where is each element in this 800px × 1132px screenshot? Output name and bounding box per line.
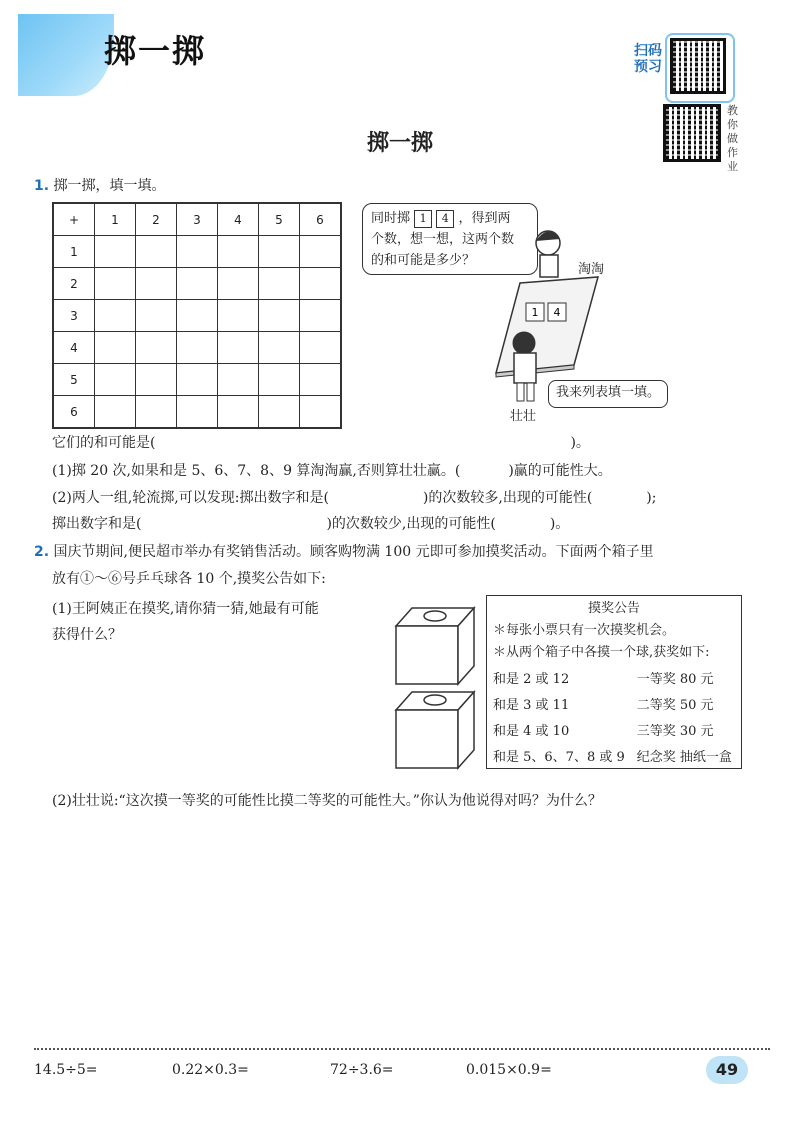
sum-cell[interactable] xyxy=(136,236,177,268)
sum-cell[interactable] xyxy=(136,396,177,429)
prize-condition: 和是 2 或 12 xyxy=(493,671,570,687)
sum-cell[interactable] xyxy=(95,268,136,300)
prize-row xyxy=(493,742,735,768)
sum-cell[interactable] xyxy=(136,268,177,300)
column-header: 6 xyxy=(300,203,342,236)
name-taotao: 淘淘 xyxy=(578,262,605,277)
row-header: 5 xyxy=(53,364,95,396)
sums-line: 它们的和可能是( )。 xyxy=(52,435,590,451)
zhuangzhuang-body xyxy=(514,353,536,383)
qr-homework-label: 教你做作业 xyxy=(727,104,738,173)
sum-cell[interactable] xyxy=(136,364,177,396)
sum-cell[interactable] xyxy=(177,236,218,268)
die-2-face: 4 xyxy=(553,306,561,319)
sum-cell[interactable] xyxy=(177,332,218,364)
sum-cell[interactable] xyxy=(95,396,136,429)
sum-cell[interactable] xyxy=(177,268,218,300)
addition-table xyxy=(52,202,342,429)
box-1 xyxy=(396,608,474,684)
prize-condition: 和是 5、6、7、8 或 9 xyxy=(493,749,625,765)
sum-cell[interactable] xyxy=(95,332,136,364)
row-header: 1 xyxy=(53,236,95,268)
prize-reward: 纪念奖 抽纸一盒 xyxy=(636,749,732,765)
ball-boxes-illustration xyxy=(390,600,480,770)
table-surface xyxy=(496,277,598,373)
question-1-heading: 1. 掷一掷，填一填。 xyxy=(34,178,166,194)
column-header: 2 xyxy=(136,203,177,236)
sum-cell[interactable] xyxy=(177,396,218,429)
calc-exercise-2: 0.22×0.3= xyxy=(172,1062,249,1078)
qr-code-preview-icon[interactable] xyxy=(670,38,726,94)
sum-cell[interactable] xyxy=(95,300,136,332)
q1-part-2-line-2: 掷出数字和是( )的次数较少,出现的可能性( )。 xyxy=(52,516,570,532)
zhuangzhuang-leg xyxy=(517,383,524,401)
die-1-face: 1 xyxy=(531,306,539,319)
footer-divider xyxy=(34,1048,770,1050)
q2-part-2-answer-area[interactable] xyxy=(52,815,752,1035)
sum-cell[interactable] xyxy=(95,236,136,268)
sum-cell[interactable] xyxy=(218,236,259,268)
column-header: 4 xyxy=(218,203,259,236)
sum-cell[interactable] xyxy=(218,300,259,332)
qr-preview-label: 扫码 预习 xyxy=(634,43,662,75)
die-face: 4 xyxy=(436,210,454,228)
page-title: 掷一掷 xyxy=(366,131,433,156)
prize-row xyxy=(493,690,735,716)
calc-exercise-1: 14.5÷5= xyxy=(34,1062,98,1078)
sum-cell[interactable] xyxy=(95,364,136,396)
taotao-body xyxy=(540,255,558,277)
q2-part-2: (2)壮壮说:“这次摸一等奖的可能性比摸二等奖的可能性大。”你认为他说得对吗？为什么？ xyxy=(52,793,602,809)
name-zhuangzhuang: 壮壮 xyxy=(510,409,537,424)
table-corner: + xyxy=(53,203,95,236)
prize-reward: 一等奖 80 元 xyxy=(636,671,714,687)
speech-bubble-taotao: 同时掷 1 4 ，得到两 个数，想一想，这两个数 的和可能是多少？ xyxy=(362,203,538,275)
question-2-intro-line-1: 2. 国庆节期间,便民超市举办有奖销售活动。顾客购物满 100 元即可参加摸奖活动。下面两个箱子里 xyxy=(34,544,654,560)
column-header: 5 xyxy=(259,203,300,236)
sum-cell[interactable] xyxy=(259,268,300,300)
column-header: 1 xyxy=(95,203,136,236)
sum-cell[interactable] xyxy=(136,332,177,364)
notice-rule: ＊每张小票只有一次摸奖机会。 xyxy=(493,623,676,638)
sum-cell[interactable] xyxy=(300,300,342,332)
prize-table xyxy=(493,664,735,768)
sum-cell[interactable] xyxy=(218,268,259,300)
sum-cell[interactable] xyxy=(259,396,300,429)
row-header: 2 xyxy=(53,268,95,300)
sum-cell[interactable] xyxy=(300,332,342,364)
box-2 xyxy=(396,692,474,768)
calc-exercise-4: 0.015×0.9= xyxy=(466,1062,552,1078)
speech-bubble-zhuangzhuang: 我来列表填一填。 xyxy=(548,380,668,408)
sum-cell[interactable] xyxy=(177,364,218,396)
sum-cell[interactable] xyxy=(259,236,300,268)
notice-rule: ＊从两个箱子中各摸一个球,获奖如下: xyxy=(493,645,710,660)
header-banner xyxy=(18,14,114,96)
row-header: 4 xyxy=(53,332,95,364)
prize-condition: 和是 3 或 11 xyxy=(493,697,570,713)
q1-part-2-line-1: (2)两人一组,轮流掷,可以发现:掷出数字和是( )的次数较多,出现的可能性( ); xyxy=(52,490,657,506)
q2-part-1-line-2: 获得什么？ xyxy=(52,627,122,643)
sum-cell[interactable] xyxy=(300,364,342,396)
sum-cell[interactable] xyxy=(136,300,177,332)
die-face: 1 xyxy=(414,210,432,228)
zhuangzhuang-head xyxy=(513,332,535,354)
page-number: 49 xyxy=(706,1056,748,1084)
lottery-notice xyxy=(486,595,742,769)
sum-cell[interactable] xyxy=(259,364,300,396)
sum-cell[interactable] xyxy=(218,364,259,396)
sum-cell[interactable] xyxy=(300,268,342,300)
question-2-intro-line-2: 放有①～⑥号乒乓球各 10 个,摸奖公告如下: xyxy=(52,571,326,587)
q2-part-1-line-1: (1)王阿姨正在摸奖,请你猜一猜,她最有可能 xyxy=(52,601,319,617)
notice-title: 摸奖公告 xyxy=(587,601,640,616)
sum-cell[interactable] xyxy=(259,300,300,332)
row-header: 3 xyxy=(53,300,95,332)
row-header: 6 xyxy=(53,396,95,429)
prize-row xyxy=(493,716,735,742)
prize-reward: 三等奖 30 元 xyxy=(636,723,714,739)
sum-cell[interactable] xyxy=(218,332,259,364)
prize-condition: 和是 4 或 10 xyxy=(493,723,570,739)
sum-cell[interactable] xyxy=(300,236,342,268)
zhuangzhuang-leg xyxy=(527,383,534,401)
calc-exercise-3: 72÷3.6= xyxy=(330,1062,394,1078)
sum-cell[interactable] xyxy=(177,300,218,332)
sum-cell[interactable] xyxy=(218,396,259,429)
prize-reward: 二等奖 50 元 xyxy=(636,697,714,713)
prize-row xyxy=(493,664,735,690)
banner-title: 掷一掷 xyxy=(104,32,207,70)
sum-cell[interactable] xyxy=(259,332,300,364)
sum-cell[interactable] xyxy=(300,396,342,429)
q1-part-1: (1)掷 20 次,如果和是 5、6、7、8、9 算淘淘赢,否则算壮壮赢。( )赢的可能性大。 xyxy=(52,463,612,479)
column-header: 3 xyxy=(177,203,218,236)
